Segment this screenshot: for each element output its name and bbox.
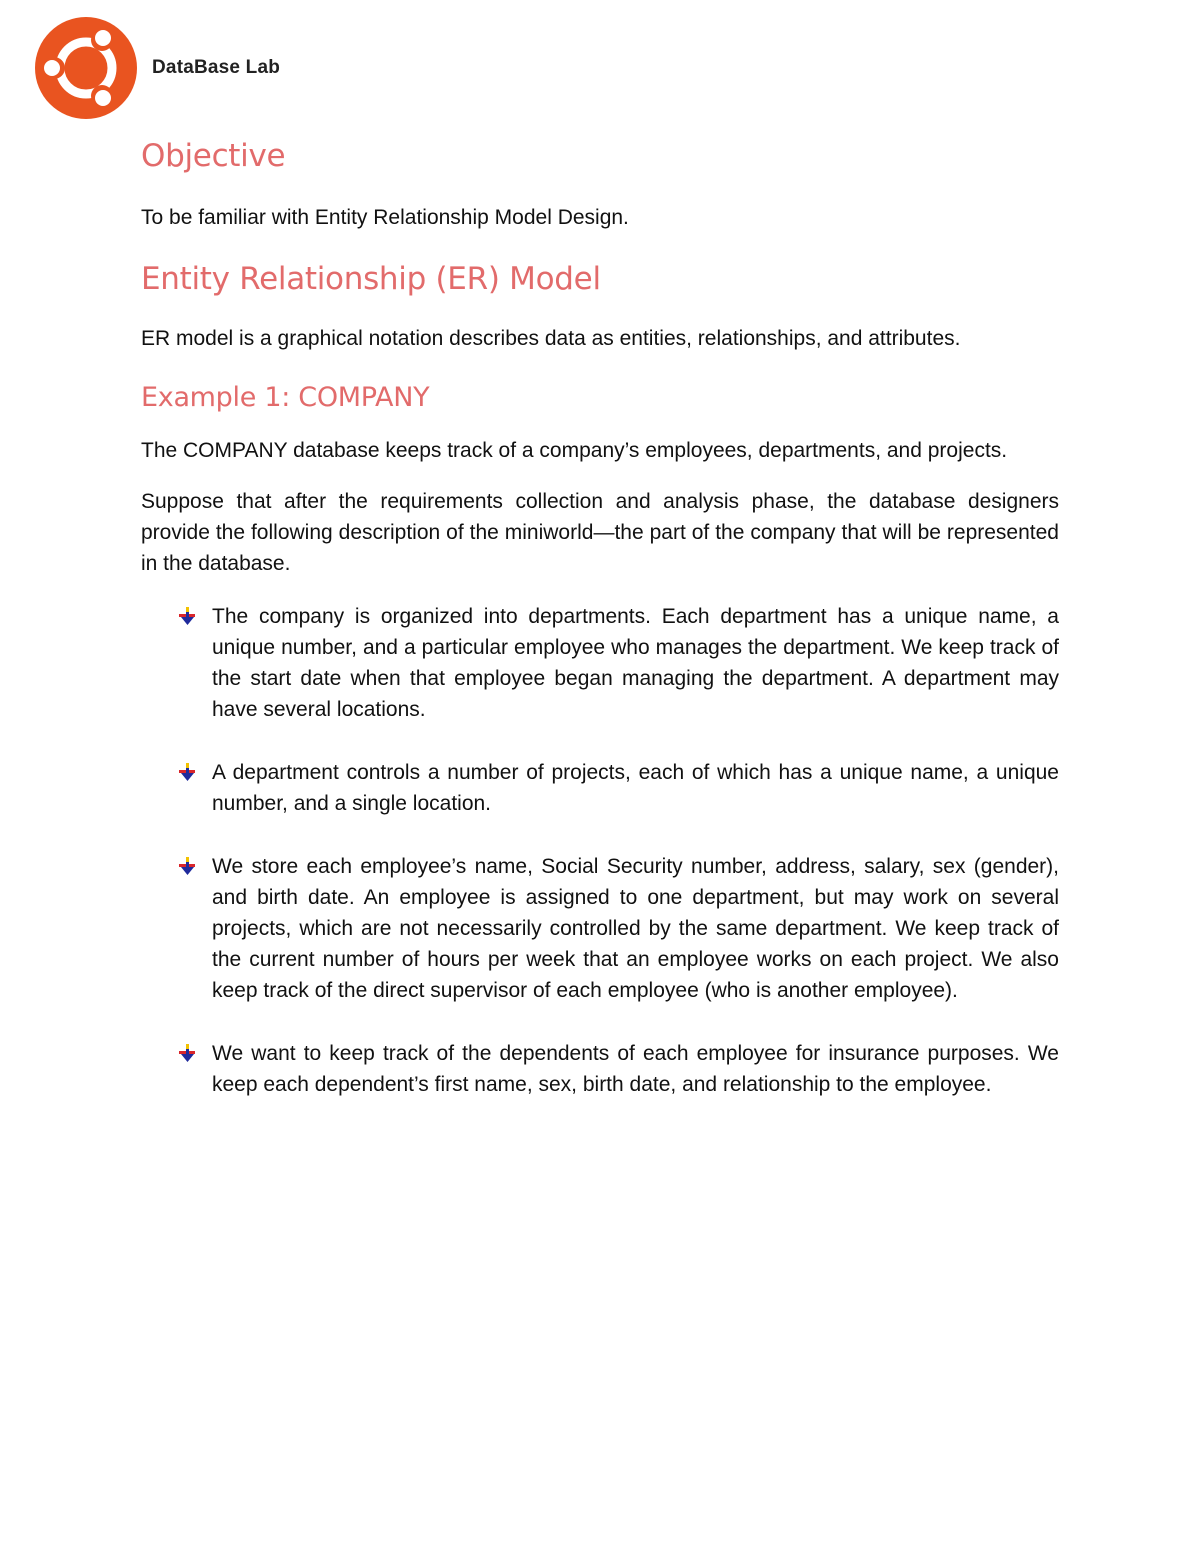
example1-intro: The COMPANY database keeps track of a company’s employees, departments, and projects. [141,439,1008,462]
header-title: DataBase Lab [152,57,281,78]
list-item [141,601,1059,725]
list-item [141,1038,1059,1100]
arrow-bullet-icon [177,762,197,782]
er-model-text: ER model is a graphical notation describes data as entities, relationships, and attributes. [141,327,961,350]
objective-heading: Objective [141,138,286,174]
example1-description: Suppose that after the requirements collection and analysis phase, the database designers provide the following description of the miniworld—the part of the company that will be represented in the database. [141,490,1059,575]
arrow-bullet-icon [177,606,197,626]
er-model-heading: Entity Relationship (ER) Model [141,261,601,297]
ubuntu-logo-icon [34,16,138,120]
document-body [141,138,1059,1132]
objective-text: To be familiar with Entity Relationship Model Design. [141,206,629,229]
list-item-text: A department controls a number of projects, each of which has a unique name, a unique number, and a single location. [212,761,1059,815]
arrow-bullet-icon [177,856,197,876]
requirements-list [141,601,1059,1100]
list-item [141,851,1059,1006]
list-item-text: We store each employee’s name, Social Security number, address, salary, sex (gender), and birth date. An employee is assigned to one department, but may work on several projects, which are not necessarily controlled by the same department. We keep track of the current number of hours per week that an employee works on each project. We also keep track of the direct supervisor of each employee (who is another employee). [212,855,1059,1002]
arrow-bullet-icon [177,1043,197,1063]
list-item [141,757,1059,819]
page-header [34,16,280,120]
list-item-text: We want to keep track of the dependents of each employee for insurance purposes. We keep each dependent’s first name, sex, birth date, and relationship to the employee. [212,1042,1059,1096]
example1-heading: Example 1: COMPANY [141,382,430,413]
list-item-text: The company is organized into departments. Each department has a unique name, a unique number, and a particular employee who manages the department. We keep track of the start date when that employee began managing the department. A department may have several locations. [212,605,1059,721]
